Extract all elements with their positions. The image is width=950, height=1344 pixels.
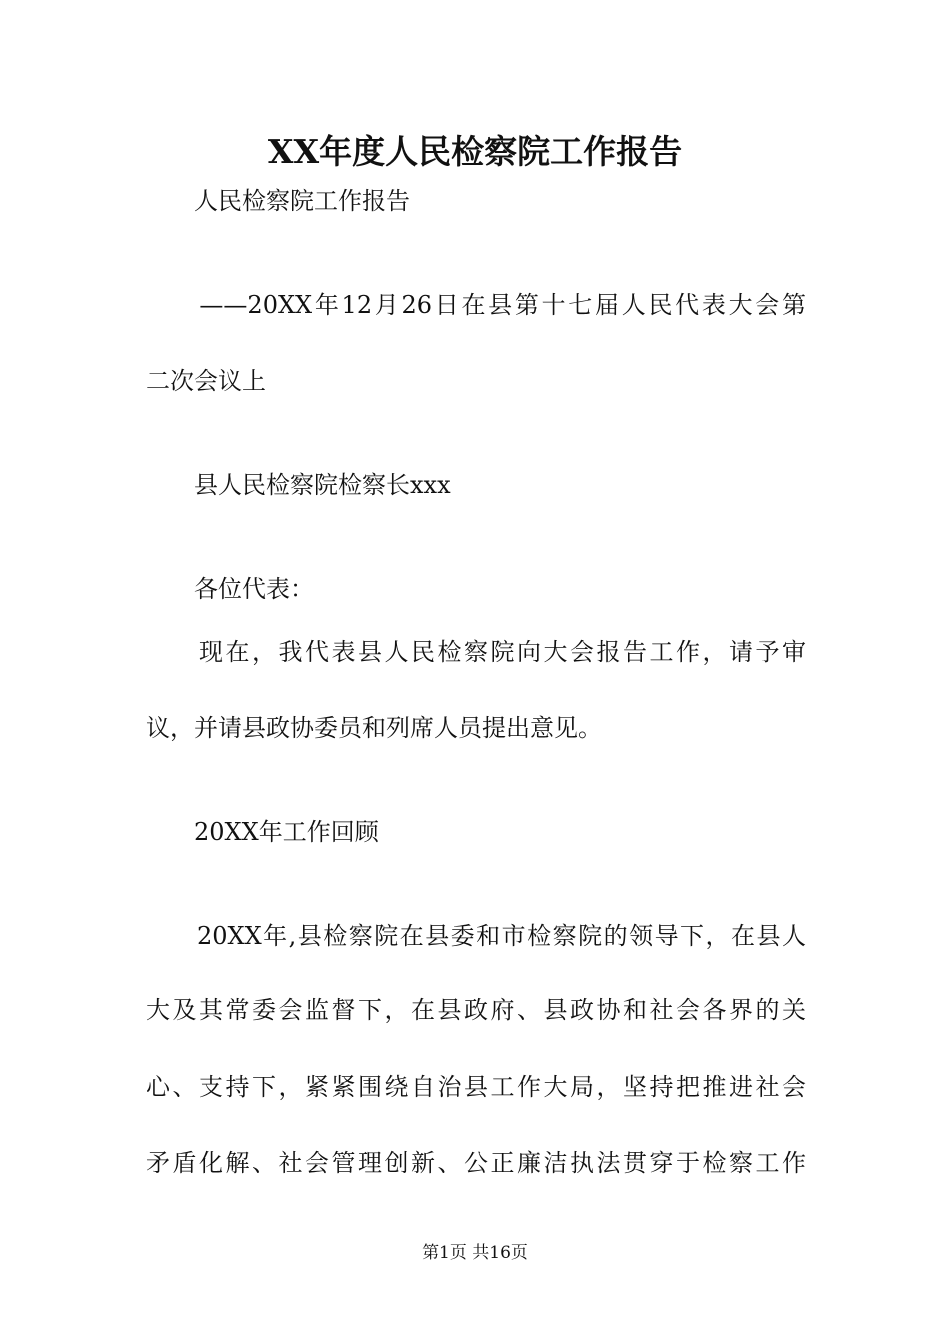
body-line-date-venue: ——20XX年12月26日在县第十七届人民代表大会第 — [146, 291, 806, 319]
body-line-review-2: 大及其常委会监督下，在县政府、县政协和社会各界的关 — [146, 996, 806, 1024]
document-title: XX年度人民检察院工作报告 — [267, 132, 683, 171]
body-line-session: 二次会议上 — [146, 367, 266, 395]
section-heading-review: 20XX年工作回顾 — [146, 818, 379, 846]
body-line-salutation: 各位代表： — [146, 575, 314, 603]
body-line-review-4: 矛盾化解、社会管理创新、公正廉洁执法贯穿于检察工作 — [146, 1149, 806, 1177]
body-line-speaker: 县人民检察院检察长xxx — [146, 471, 451, 499]
page-number-footer: 第1页 共16页 — [422, 1243, 528, 1263]
body-line-review-3: 心、支持下，紧紧围绕自治县工作大局，坚持把推进社会 — [146, 1073, 806, 1101]
body-line-review-1: 20XX年,县检察院在县委和市检察院的领导下，在县人 — [146, 922, 806, 950]
body-line-subtitle: 人民检察院工作报告 — [146, 187, 410, 215]
body-line-intro-1: 现在，我代表县人民检察院向大会报告工作，请予审 — [146, 638, 806, 666]
body-line-intro-2: 议，并请县政协委员和列席人员提出意见。 — [146, 714, 602, 742]
